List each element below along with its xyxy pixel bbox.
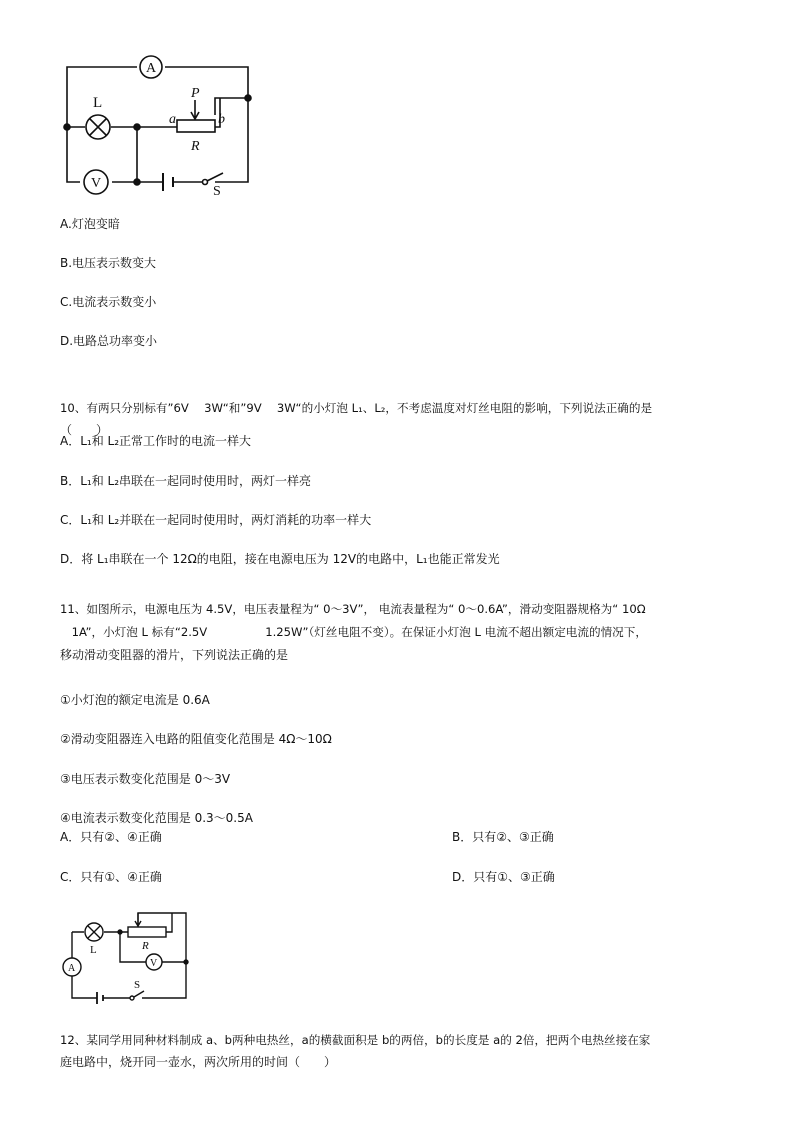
q10-stem-line2: （ ） <box>60 423 109 437</box>
end-a-label: a <box>169 112 176 127</box>
q11-option-b: B．只有②、③正确 <box>452 830 554 844</box>
q11-option-a: A．只有②、④正确 <box>60 830 162 844</box>
q10-option-a: A．L₁和 L₂正常工作时的电流一样大 <box>60 434 252 448</box>
resistor-label: R <box>142 940 149 952</box>
voltmeter-label: V <box>91 176 102 191</box>
q11-statement-3: ③电压表示数变化范围是 0～3V <box>60 772 231 786</box>
q9-option-b: B.电压表示数变大 <box>60 256 157 270</box>
q12-stem-line2: 庭电路中，烧开同一壶水，两次所用的时间（ ） <box>60 1055 337 1069</box>
q11-statement-2: ②滑动变阻器连入电路的阻值变化范围是 4Ω～10Ω <box>60 732 332 746</box>
q9-option-d: D.电路总功率变小 <box>60 334 158 348</box>
circuit-diagram-1 <box>55 45 270 195</box>
q12-stem-line1: 12、某同学用同种材料制成 a、b两种电热丝，a的横截面积是 b的两倍，b的长度是 a的 2倍，把两个电热丝接在家 <box>60 1033 651 1047</box>
q10-option-d: D．将 L₁串联在一个 12Ω的电阻，接在电源电压为 12V的电路中，L₁也能正常发光 <box>60 552 500 566</box>
q9-option-c: C.电流表示数变小 <box>60 295 157 309</box>
ammeter-label: A <box>146 61 157 76</box>
slider-label: P <box>191 86 200 101</box>
q11-option-c: C．只有①、④正确 <box>60 870 162 884</box>
switch-label: S <box>134 979 141 991</box>
voltmeter-label: V <box>150 958 158 969</box>
q11-stem-line1: 11、如图所示，电源电压为 4.5V，电压表量程为“ 0～3V”， 电流表量程为“ 0～0.6A”，滑动变阻器规格为“ 10Ω <box>60 602 646 616</box>
q10-option-b: B．L₁和 L₂串联在一起同时使用时，两灯一样亮 <box>60 474 312 488</box>
resistor-label: R <box>191 139 200 154</box>
q9-option-a: A.灯泡变暗 <box>60 217 120 231</box>
q11-stem-line2: 1A”，小灯泡 L 标有“2.5V 1.25W”（灯丝电阻不变）。在保证小灯泡 L 电流不超出额定电流的情况下， <box>60 625 647 639</box>
lamp-label: L <box>90 944 97 956</box>
lamp-label: L <box>93 95 103 111</box>
q11-option-d: D．只有①、③正确 <box>452 870 555 884</box>
q11-stem-line3: 移动滑动变阻器的滑片，下列说法正确的是 <box>60 648 289 662</box>
circuit-diagram-2 <box>60 905 200 1005</box>
q11-statement-1: ①小灯泡的额定电流是 0.6A <box>60 693 210 707</box>
q10-option-c: C．L₁和 L₂并联在一起同时使用时，两灯消耗的功率一样大 <box>60 513 372 527</box>
q10-stem-line1: 10、有两只分别标有”6V 3W“和”9V 3W“的小灯泡 L₁、L₂，不考虑温度对灯丝电阻的影响，下列说法正确的是 <box>60 401 653 415</box>
q11-statement-4: ④电流表示数变化范围是 0.3～0.5A <box>60 811 253 825</box>
ammeter-label: A <box>68 963 76 974</box>
end-b-label: b <box>218 112 225 127</box>
switch-label: S <box>213 184 221 195</box>
